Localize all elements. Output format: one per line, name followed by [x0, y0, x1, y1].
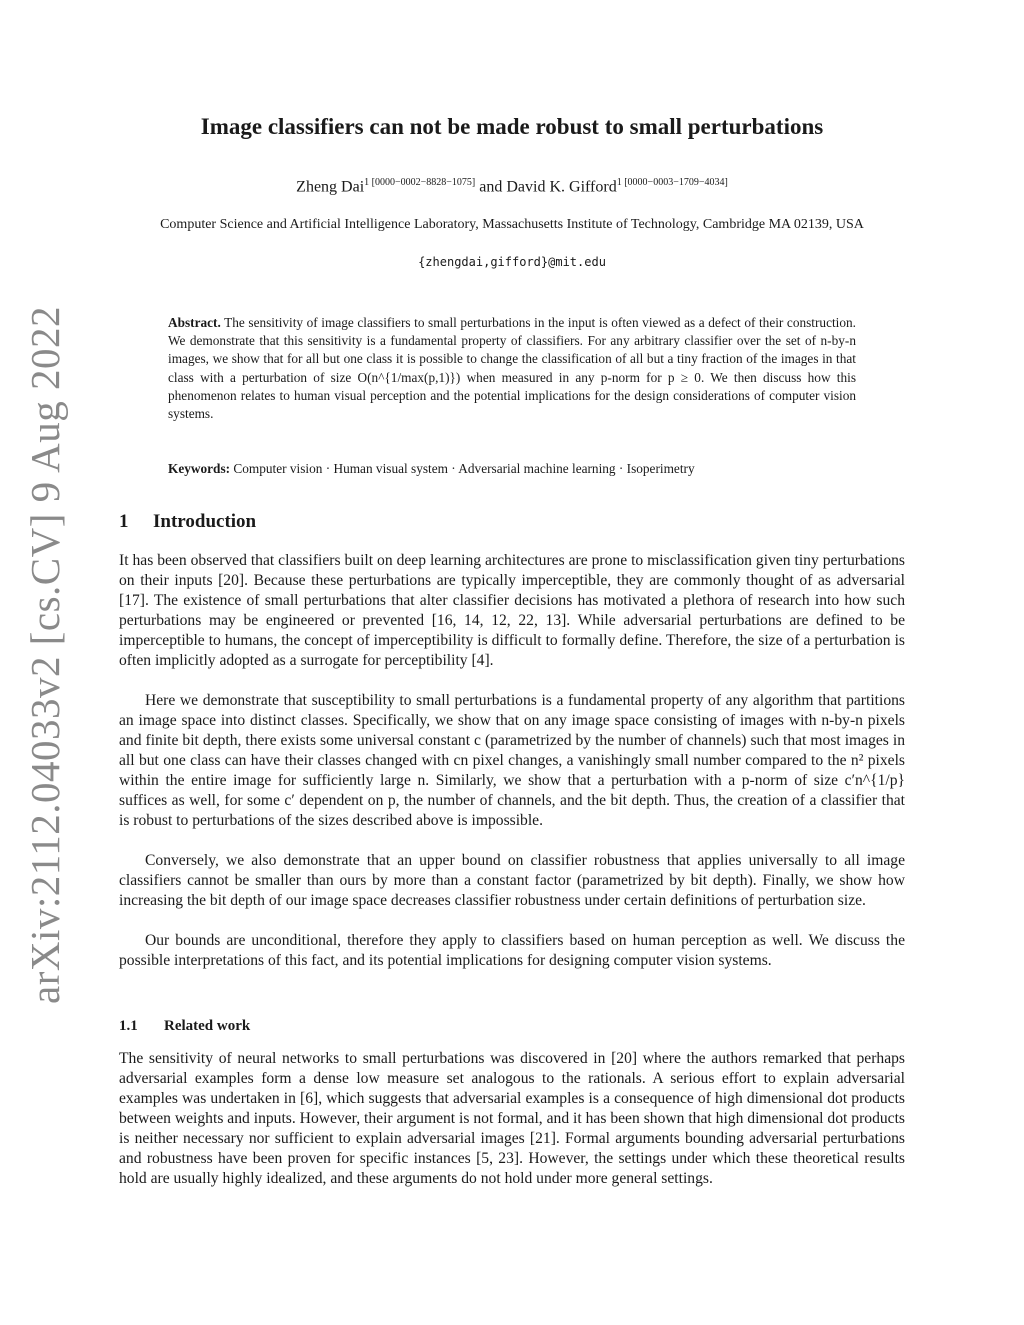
arxiv-stamp-text: arXiv:2112.04033v2 [cs.CV] 9 Aug 2022	[22, 306, 69, 1004]
abstract-text: The sensitivity of image classifiers to small perturbations in the input is often viewed as a defect of their construction. We demonstrate that this sensitivity is a fundamental property of classifiers. For any arbitrary classifier over the set of n-by-n images, we show that for all but one class it is possible to change the classification of all but a tiny fraction of the images in that class with a perturbation of size O(n^{1/max(p,1)}) when measured in any p-norm for p ≥ 0. We then discuss how this phenomenon relates to human visual perception and the potential implications for the design considerations of computer vision systems.	[168, 315, 856, 422]
abstract-label: Abstract.	[168, 315, 221, 330]
section-heading-introduction	[119, 511, 256, 533]
related-work-paragraph: The sensitivity of neural networks to small perturbations was discovered in [20] where the authors remarked that perhaps adversarial examples form a dense low measure set analogous to the rationals. A serious effort to explain adversarial examples was undertaken in [6], which suggests that adversarial examples is a consequence of high dimensional dot products between weights and inputs. However, their argument is not formal, and it has been shown that high dimensional dot products is neither necessary nor sufficient to explain adversarial images [21]. Formal arguments bounding adversarial perturbations and robustness have been proven for specific instances [5, 23]. However, the settings under which these theoretical results hold are usually highly idealized, and these arguments do not hold under more general settings.	[119, 1050, 905, 1187]
author-2-name: David K. Gifford	[506, 178, 617, 196]
keywords-text: Computer vision · Human visual system · Adversarial machine learning · Isoperimetry	[233, 461, 695, 476]
abstract	[168, 314, 856, 423]
subsection-number: 1.1	[119, 1018, 138, 1034]
author-1-orcid: 1 [0000−0002−8828−1075]	[364, 177, 476, 188]
author-line	[100, 177, 924, 196]
author-2-orcid: 1 [0000−0003−1709−4034]	[616, 177, 728, 188]
email: {zhengdai,gifford}@mit.edu	[418, 255, 606, 269]
section-title: Introduction	[153, 511, 257, 532]
intro-paragraph-3: Conversely, we also demonstrate that an upper bound on classifier robustness that applies universally to all image classifiers cannot be smaller than ours by more than a constant factor (parametrized by bit depth). Finally, we show how increasing the bit depth of our image space decreases classifier robustness under certain definitions of perturbation size.	[119, 852, 905, 909]
arxiv-stamp	[14, 306, 76, 1004]
section-number: 1	[119, 511, 129, 532]
intro-paragraph-2: Here we demonstrate that susceptibility to small perturbations is a fundamental property of any algorithm that partitions an image space into distinct classes. Specifically, we show that on any image space consisting of images with n-by-n pixels and finite bit depth, there exists some universal constant c (parametrized by the number of channels) such that most images in all but one class can have their classes changed with cn pixel changes, a vanishingly small number compared to the n² pixels within the entire image for sufficiently large n. Similarly, we show that a perturbation with a p-norm of size c′n^{1/p} suffices as well, for some c′ dependent on p, the number of channels, and the bit depth. Thus, the creation of a classifier that is robust to perturbations of the sizes described above is impossible.	[119, 692, 905, 829]
intro-paragraph-1: It has been observed that classifiers built on deep learning architectures are prone to misclassification given tiny perturbations on their inputs [20]. Because these perturbations are typically imperceptible, they are commonly thought of as adversarial [17]. The existence of small perturbations that alter classifier decisions has motivated a plethora of research into how such perturbations may be engineered or prevented [16, 14, 12, 22, 13]. While adversarial perturbations are defined to be imperceptible to humans, the concept of imperceptibility is difficult to formally define. Therefore, the size of a perturbation is often implicitly adopted as a surrogate for perceptibility [4].	[119, 552, 905, 669]
keywords	[168, 461, 856, 477]
affiliation: Computer Science and Artificial Intelligence Laboratory, Massachusetts Institute of Technology, Cambridge MA 02139, USA	[160, 217, 864, 232]
subsection-title: Related work	[164, 1018, 251, 1034]
subsection-heading-related-work	[119, 1018, 250, 1035]
author-1-name: Zheng Dai	[296, 178, 365, 196]
keywords-label: Keywords:	[168, 461, 231, 476]
author-joiner: and	[475, 178, 507, 196]
intro-paragraph-4: Our bounds are unconditional, therefore they apply to classifiers based on human perception as well. We discuss the possible interpretations of this fact, and its potential implications for designing computer vision systems.	[119, 932, 905, 969]
paper-title: Image classifiers can not be made robust to small perturbations	[200, 114, 824, 139]
